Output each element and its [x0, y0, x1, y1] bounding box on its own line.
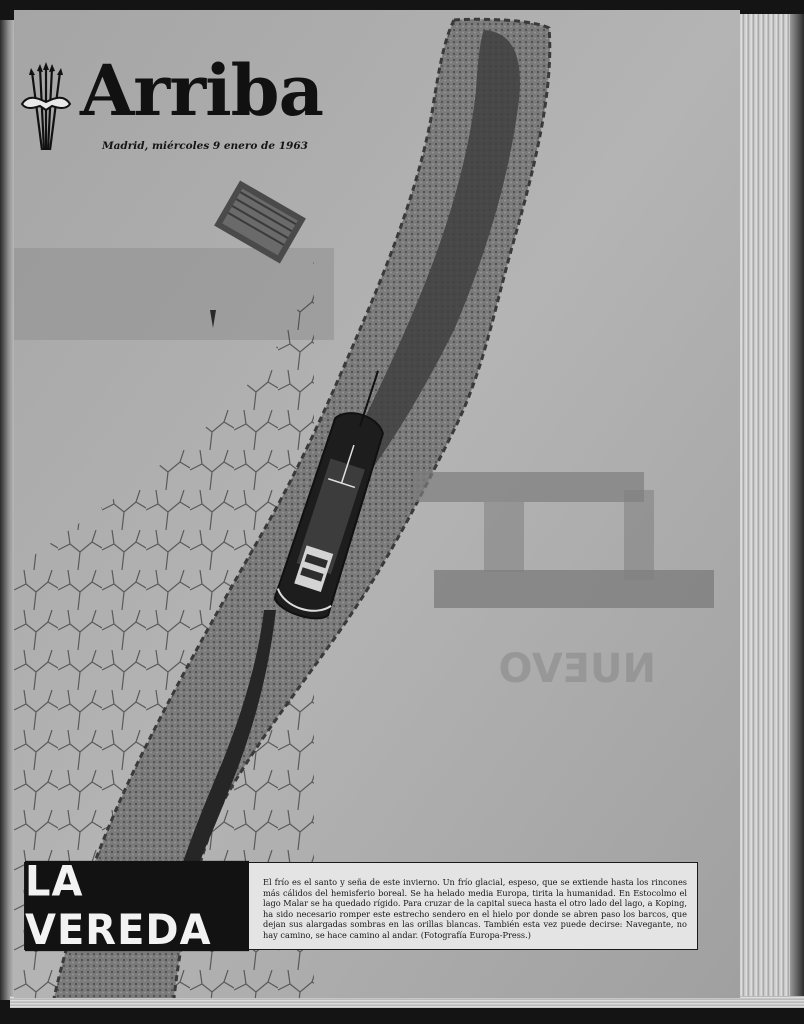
caption-body: El frío es el santo y seña de este invierno. Un frío glacial, espeso, que se extiende hasta los rincones más cálidos del hemisferio boreal. Se ha helado media Europa, tirita la humanidad. En Estocolmo el lago Malar se ha quedado rígido. Para cruzar de la capital sueca hasta el otro lado del lago, a Koping, ha sido necesario romper este estrecho sendero en el hielo por donde se abren paso los barcos, que dejan sus alargadas sombras en las orillas blancas. También esta vez puede decirse: Navegante, no hay camino, se hace camino al andar. (Fotografía Europa-Press.) — [263, 877, 687, 940]
book-page-stack — [738, 14, 804, 1004]
masthead — [18, 36, 358, 166]
shadow-lettering: NUEVO — [498, 646, 656, 692]
front-page — [14, 10, 740, 998]
book-left-edge — [0, 20, 14, 1000]
dateline: Madrid, miércoles 9 enero de 1963 — [102, 140, 308, 152]
newspaper-title: Arriba — [80, 49, 323, 132]
photo-caption — [24, 857, 698, 955]
caption-heading: LA VEREDA — [25, 861, 249, 951]
yoke-and-arrows-icon — [18, 60, 74, 156]
